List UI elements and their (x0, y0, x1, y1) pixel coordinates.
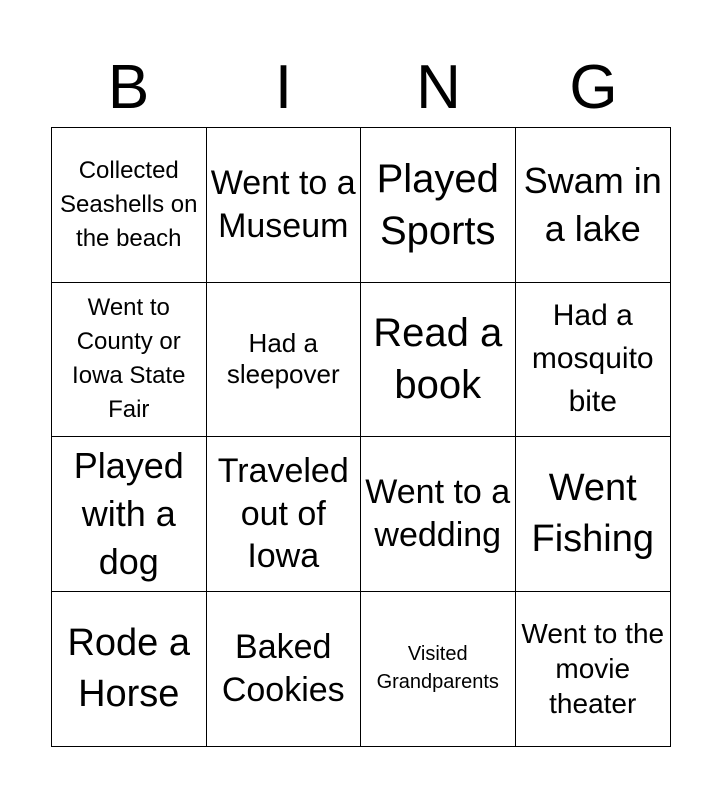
cell-text: Went to a wedding (365, 473, 511, 554)
cell-text: Visited Grandparents (376, 643, 499, 693)
cell-text: Had a sleepover (226, 327, 340, 390)
cell-text: Went Fishing (531, 466, 654, 560)
cell-text: Played Sports (376, 156, 499, 253)
bingo-cell[interactable] (207, 128, 362, 283)
bingo-cell[interactable] (516, 592, 671, 747)
bingo-cell[interactable] (52, 283, 207, 438)
header-letter-g: G (569, 53, 618, 122)
bingo-cell[interactable] (361, 283, 516, 438)
cell-text: Collected Seashells on the beach (60, 156, 198, 252)
cell-text: Rode a Horse (67, 621, 191, 715)
bingo-cell[interactable] (361, 437, 516, 592)
bingo-cell[interactable] (207, 592, 362, 747)
header-letter-b: B (107, 53, 150, 122)
bingo-cell[interactable] (516, 283, 671, 438)
bingo-cell[interactable] (361, 592, 516, 747)
cell-text: Baked Cookies (221, 628, 345, 709)
bingo-cell[interactable] (361, 128, 516, 283)
bingo-cell[interactable] (516, 437, 671, 592)
cell-text: Swam in a lake (523, 160, 662, 249)
bingo-cell[interactable] (207, 283, 362, 438)
bingo-grid (51, 127, 671, 747)
cell-text: Went to the movie theater (521, 618, 665, 720)
cell-text: Played with a dog (73, 445, 184, 582)
cell-text: Read a book (373, 311, 503, 408)
bingo-header (51, 52, 671, 124)
cell-text: Went to a Museum (210, 164, 356, 245)
bingo-cell[interactable] (52, 437, 207, 592)
cell-text: Traveled out of Iowa (217, 452, 349, 575)
bingo-cell[interactable] (52, 128, 207, 283)
header-letter-i: I (274, 53, 293, 122)
bingo-cell[interactable] (52, 592, 207, 747)
bingo-cell[interactable] (207, 437, 362, 592)
cell-text: Went to County or Iowa State Fair (72, 294, 186, 424)
header-letter-n: N (416, 53, 461, 122)
cell-text: Had a mosquito bite (531, 299, 654, 418)
bingo-cell[interactable] (516, 128, 671, 283)
